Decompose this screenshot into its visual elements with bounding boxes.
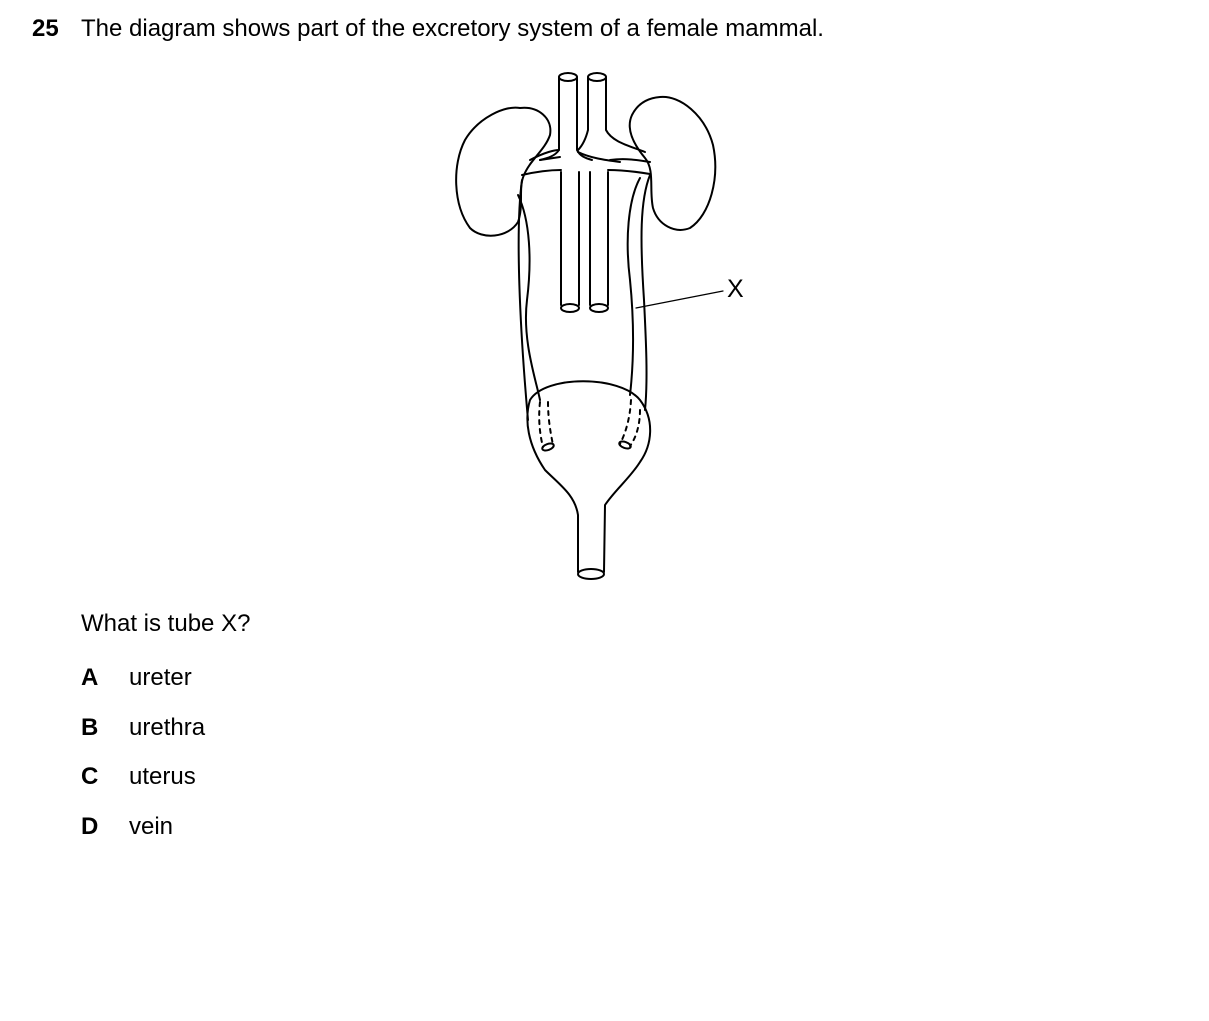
vessel-top-opening-left [559, 73, 577, 81]
option-c[interactable] [81, 762, 196, 792]
question-stem: The diagram shows part of the excretory system of a female mammal. [81, 15, 824, 42]
option-letter: C [81, 763, 99, 790]
option-letter: B [81, 714, 99, 741]
question-number: 25 [32, 15, 59, 42]
option-d[interactable] [81, 812, 173, 842]
label-x: X [727, 275, 744, 303]
vessel-top-opening-right [588, 73, 606, 81]
option-text: ureter [129, 664, 192, 691]
left-ureter [518, 180, 540, 420]
option-text: urethra [129, 714, 206, 741]
bladder [527, 381, 650, 572]
renal-vessels-right [578, 152, 650, 174]
option-a[interactable] [81, 663, 192, 693]
vessel-bottom-opening-left [561, 304, 579, 312]
right-ureter [628, 175, 650, 410]
option-text: uterus [129, 763, 196, 790]
excretory-system-diagram [440, 60, 770, 590]
option-letter: D [81, 813, 99, 840]
option-text: vein [129, 813, 174, 840]
vessel-bottom-opening-right [590, 304, 608, 312]
right-vessel [578, 77, 645, 152]
question-prompt: What is tube X? [81, 610, 251, 637]
urethra-opening [578, 569, 604, 579]
label-x-leader-line [636, 291, 723, 308]
option-letter: A [81, 664, 99, 691]
option-b[interactable] [81, 713, 205, 743]
